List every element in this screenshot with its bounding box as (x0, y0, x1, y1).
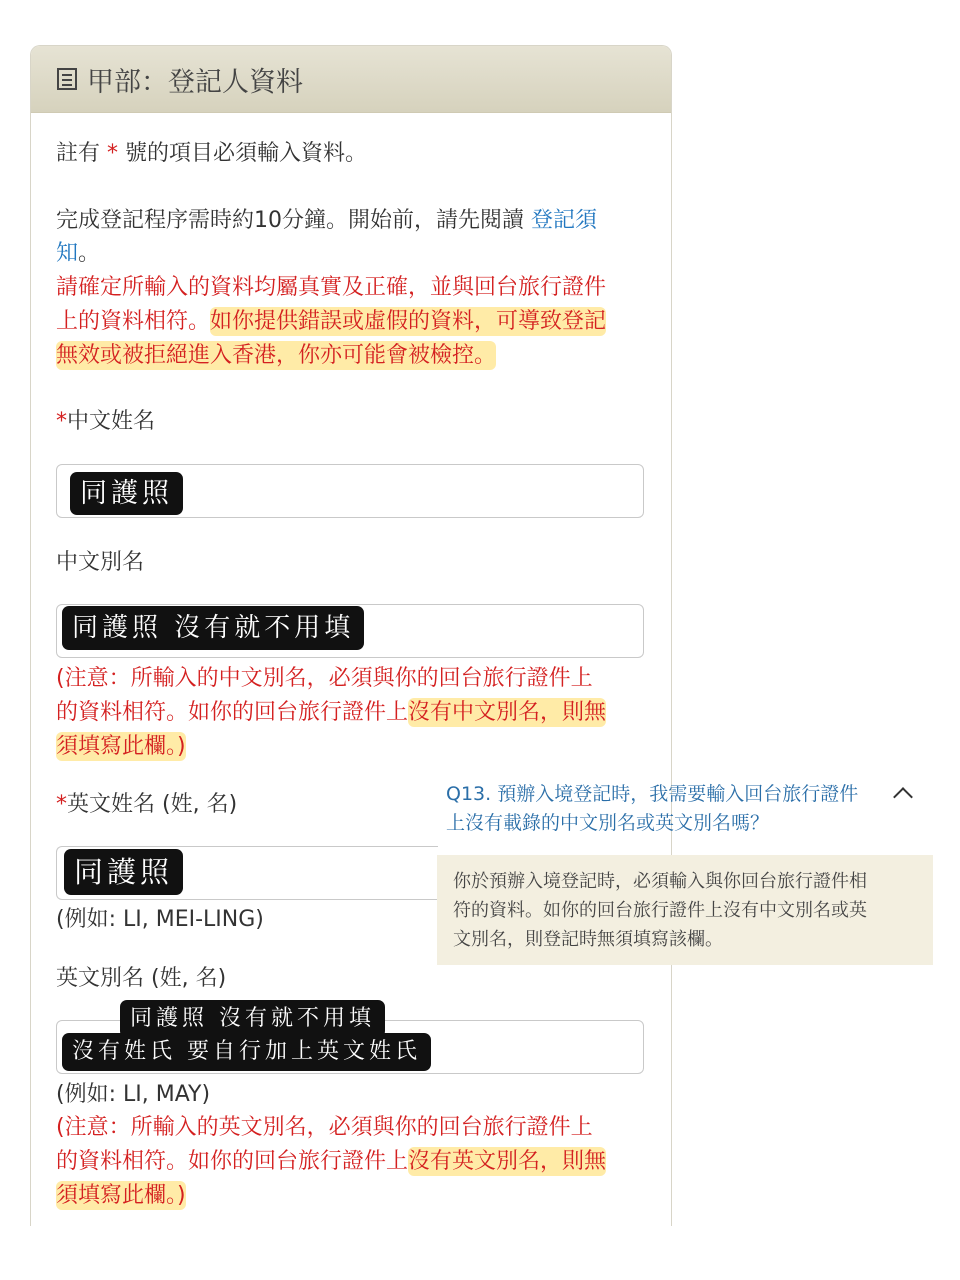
warning-highlight: 如你提供錯誤或虛假的資料，可導致登記 (210, 309, 607, 334)
document-icon (57, 68, 77, 90)
chinese-alias-annotation: 同護照 沒有就不用填 (62, 606, 364, 650)
intro-line-1: 完成登記程序需時約10分鐘。開始前，請先閱讀 登記須 (56, 208, 598, 233)
note-highlight: 沒有英文別名，則無 (408, 1149, 607, 1174)
english-alias-example: (例如: LI, MAY) (56, 1082, 211, 1107)
section-header (31, 46, 671, 113)
english-alias-annotation-2: 沒有姓氏 要自行加上英文姓氏 (62, 1033, 431, 1071)
english-name-example: (例如: LI, MEI-LING) (56, 907, 264, 932)
english-alias-annotation-1: 同護照 沒有就不用填 (120, 1000, 385, 1038)
faq-answer: 你於預辦入境登記時，必須輸入與你回台旅行證件相 符的資料。如你的回台旅行證件上沒有中文別名或英 文別名，則登記時無須填寫該欄。 (437, 855, 933, 965)
registration-notes-link[interactable]: 登記須 (531, 208, 598, 233)
chinese-alias-note-3 (56, 730, 186, 763)
english-name-annotation: 同護照 (64, 849, 183, 895)
note-highlight: 須填寫此欄。) (56, 734, 186, 759)
intro-line-2: 知。 (56, 241, 101, 266)
required-note: 註有 * 號的項目必須輸入資料。 (56, 141, 368, 166)
chinese-alias-label: 中文別名 (56, 550, 145, 575)
warning-line-3 (56, 339, 496, 372)
faq-question[interactable]: Q13. 預辦入境登記時，我需要輸入回台旅行證件 上沒有載錄的中文別名或英文別名嗎？ (446, 783, 859, 834)
chinese-name-label: *中文姓名 (56, 409, 156, 434)
note-highlight: 須填寫此欄。) (56, 1183, 186, 1208)
english-alias-note-1: (注意：所輸入的英文別名，必須與你的回台旅行證件上 (56, 1115, 593, 1140)
chevron-up-icon[interactable] (893, 787, 913, 807)
section-title: 甲部：登記人資料 (87, 66, 303, 98)
warning-line-1: 請確定所輸入的資料均屬真實及正確，並與回台旅行證件 (56, 275, 607, 300)
chinese-name-annotation: 同護照 (70, 472, 183, 515)
note-highlight: 沒有中文別名，則無 (408, 700, 607, 725)
required-star: * (107, 141, 119, 166)
english-alias-label: 英文別名 (姓, 名) (56, 966, 227, 991)
english-alias-note-3 (56, 1179, 186, 1212)
warning-line-2: 上的資料相符。如你提供錯誤或虛假的資料，可導致登記 (56, 309, 607, 334)
registration-notes-link-cont[interactable]: 知 (56, 241, 79, 266)
english-name-label: *英文姓名 (姓, 名) (56, 792, 238, 817)
chinese-alias-note-2: 的資料相符。如你的回台旅行證件上沒有中文別名，則無 (56, 700, 607, 725)
warning-highlight: 無效或被拒絕進入香港，你亦可能會被檢控。 (56, 343, 497, 368)
english-alias-note-2: 的資料相符。如你的回台旅行證件上沒有英文別名，則無 (56, 1149, 607, 1174)
chinese-alias-note-1: (注意：所輸入的中文別名，必須與你的回台旅行證件上 (56, 666, 593, 691)
